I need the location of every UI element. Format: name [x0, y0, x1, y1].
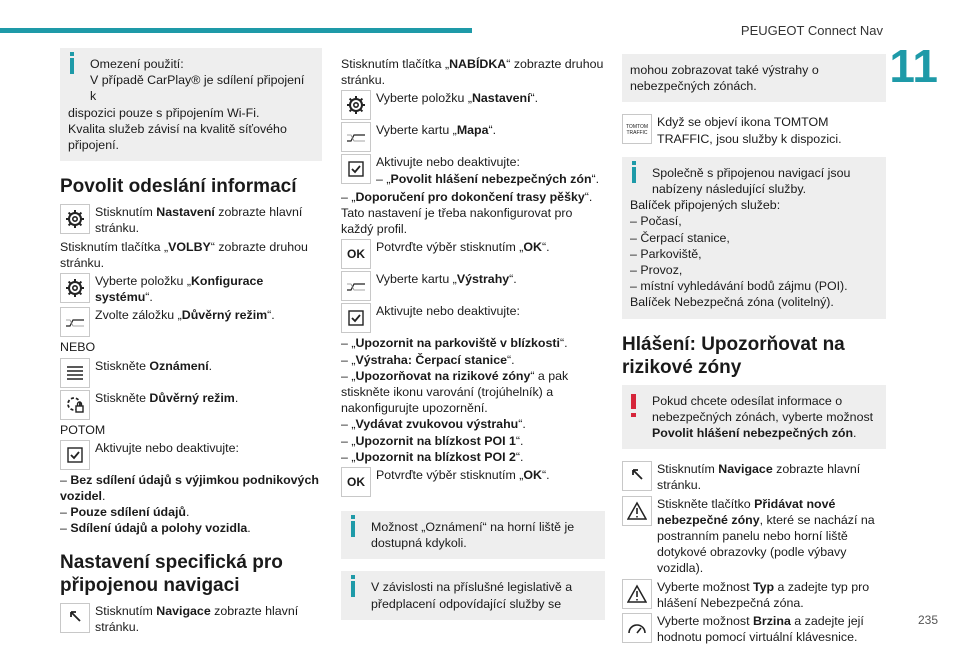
gear-icon — [341, 90, 371, 120]
step-text: Když se objeví ikona TOMTOM TRAFFIC, jsou služby k dispozici. — [657, 115, 842, 146]
step — [341, 154, 605, 186]
step-bold: Přidávat nové nebezpečné zóny — [657, 496, 836, 527]
note-line: – Parkoviště, — [630, 246, 702, 261]
note-line: Balíček připojených služeb: — [630, 198, 781, 213]
step-bold: Navigace — [718, 462, 773, 477]
body-text: “ zobrazte druhou stránku. — [60, 239, 308, 270]
note-text: Pokud chcete odesílat informace o nebezpečných zónách, vyberte možnost — [652, 393, 874, 424]
step — [622, 613, 886, 645]
list-bold: Upozorňovat na rizikové zóny — [355, 368, 531, 383]
step — [60, 204, 322, 236]
step-text: zobrazte hlavní stránku. — [95, 205, 303, 236]
list-text: . — [102, 489, 106, 504]
list-dash: – „ — [376, 171, 391, 186]
connector-text: NEBO — [60, 340, 96, 355]
step-text: Aktivujte nebo deaktivujte: — [95, 440, 239, 455]
step-text: a zadejte typ pro hlášení Nebezpečná zóna. — [657, 579, 870, 610]
note-text: Možnost „Oznámení“ na horní liště je dostupná kdykoli. — [371, 520, 575, 551]
note-line: – místní vyhledávání bodů zájmu (POI). — [630, 279, 848, 294]
step-bold: Navigace — [156, 603, 211, 618]
list-text: “ a pak stiskněte ikonu varování (trojúhelník) a nakonfigurujte upozornění. — [341, 368, 569, 416]
section-heading: Povolit odeslání informací — [60, 176, 297, 198]
step-text: Stisknutím — [657, 462, 719, 477]
step — [60, 390, 322, 420]
list-text: . — [247, 521, 251, 536]
step-bold: Důvěrný režim — [149, 390, 235, 405]
tomtom-label: TOMTOM TRAFFIC — [625, 124, 649, 137]
step-text: zobrazte hlavní stránku. — [95, 603, 299, 634]
warning-triangle-icon — [622, 496, 652, 526]
step-text: Stiskněte — [95, 390, 150, 405]
step-text: Vyberte kartu „ — [376, 272, 457, 287]
step — [341, 271, 605, 301]
info-note — [60, 48, 322, 161]
info-note — [341, 511, 605, 559]
step-bold: Typ — [752, 579, 775, 594]
list-text: . — [186, 505, 190, 520]
list-dash: – „ — [341, 417, 356, 432]
list-text: “. — [515, 449, 524, 464]
warning-icon — [631, 394, 636, 409]
step-text: “. — [591, 171, 600, 186]
list-dash: – „ — [341, 433, 356, 448]
column-2 — [341, 56, 605, 632]
step-text: “. — [488, 123, 497, 138]
list-bold: Upozornit na blízkost POI 2 — [355, 449, 516, 464]
checkbox-icon — [341, 303, 371, 333]
step-text: Aktivujte nebo deaktivujte: — [376, 304, 520, 319]
ok-icon — [341, 239, 371, 269]
list-dash: – „ — [341, 449, 356, 464]
step — [622, 496, 886, 577]
list-dash: – — [60, 472, 71, 487]
note-line: dispozici pouze s připojením Wi-Fi. — [68, 105, 260, 120]
step-text: “. — [530, 91, 539, 106]
connector-text: POTOM — [60, 422, 106, 437]
step-text: Stiskněte tlačítko — [657, 496, 755, 511]
step-bold: OK — [523, 468, 542, 483]
navigation-icon — [622, 461, 652, 491]
step — [622, 114, 886, 146]
body-bold: NABÍDKA — [449, 57, 507, 71]
step — [341, 303, 605, 333]
step-text: Potvrďte výběr stisknutím „ — [376, 468, 524, 483]
body-text: Stisknutím tlačítka „ — [341, 57, 450, 71]
list-dash: – „ — [341, 336, 356, 351]
note-line: Společně s připojenou navigací jsou nabízeny následující služby. — [652, 165, 851, 197]
warning-note — [622, 385, 886, 450]
step — [341, 122, 605, 152]
notification-list-icon — [60, 358, 90, 388]
info-icon — [70, 58, 74, 74]
tab-icon — [60, 307, 90, 337]
step-text: Stiskněte — [95, 358, 150, 373]
step-bold: Brzina — [752, 614, 791, 629]
checkbox-icon — [60, 440, 90, 470]
body-text: “ zobrazte druhou stránku. — [341, 57, 604, 88]
step-text: Zvolte záložku „ — [95, 308, 182, 323]
step-text: Potvrďte výběr stisknutím „ — [376, 240, 524, 255]
list-dash: – „ — [341, 352, 356, 367]
warning-triangle-icon — [622, 579, 652, 609]
list-text: “. — [518, 417, 526, 432]
section-heading: Nastavení specifická pro připojenou navigaci — [60, 551, 283, 596]
body-bold: VOLBY — [168, 239, 211, 254]
note-line: Omezení použití: — [90, 57, 184, 71]
list-bold: Výstraha: Čerpací stanice — [355, 352, 507, 367]
column-1 — [60, 48, 322, 637]
step — [341, 239, 605, 269]
info-note — [622, 157, 886, 319]
list-bold: Upozornit na blízkost POI 1 — [355, 433, 516, 448]
note-line: – Čerpací stanice, — [630, 230, 730, 245]
list-bold: Bez sdílení údajů s výjimkou podnikových vozidel — [60, 472, 319, 504]
info-note-continued — [622, 54, 886, 102]
chapter-number: 11 — [889, 40, 938, 92]
step-bold: Výstrahy — [456, 272, 510, 287]
step-text: . — [208, 358, 213, 373]
navigation-icon — [60, 603, 90, 633]
step-text: , které se nachází na postranním panelu nebo horní liště dotykové obrazovky (podle výbavy vozidla). — [657, 512, 875, 576]
note-line: připojení. — [68, 138, 119, 153]
list-bold: Vydávat zvukovou výstrahu — [355, 417, 519, 432]
step — [60, 307, 322, 337]
gear-icon — [60, 204, 90, 234]
step-text: Vyberte kartu „ — [376, 123, 457, 138]
step — [622, 461, 886, 493]
checkbox-icon — [341, 154, 371, 184]
list-dash: – — [60, 521, 71, 536]
info-icon — [632, 167, 636, 183]
step-text: a zadejte její hodnotu pomocí virtuální klávesnice. — [657, 614, 864, 645]
note-line: Balíček Nebezpečná zóna (volitelný). — [630, 295, 834, 310]
speedometer-icon — [622, 613, 652, 643]
note-line: – Provoz, — [630, 263, 683, 278]
list-bold: Pouze sdílení údajů — [70, 505, 187, 520]
gear-icon — [60, 273, 90, 303]
step — [60, 603, 322, 635]
list-text: “. — [584, 189, 593, 204]
list-bold: Sdílení údajů a polohy vozidla — [70, 521, 248, 536]
step-text: . — [234, 390, 239, 405]
column-3 — [622, 54, 886, 647]
body-text: Stisknutím tlačítka „ — [60, 239, 169, 254]
ok-icon-label: OK — [347, 475, 365, 490]
tomtom-traffic-icon — [622, 114, 652, 144]
step-text: “. — [267, 308, 275, 323]
list-text: “. — [515, 433, 524, 448]
step — [60, 358, 322, 388]
ok-icon-label: OK — [347, 247, 365, 262]
info-note — [341, 571, 605, 619]
note-text: mohou zobrazovat také výstrahy o nebezpečných zónách. — [630, 63, 819, 94]
note-text: V závislosti na příslušné legislativě a předplacení odpovídající služby se — [371, 580, 573, 611]
step — [60, 273, 322, 305]
step-text: Vyberte možnost — [657, 614, 753, 629]
list-dash: – — [60, 505, 71, 520]
note-line: – Počasí, — [630, 214, 682, 229]
step — [60, 440, 322, 470]
step-text: Vyberte položku „ — [376, 91, 472, 106]
step-bold: Nastavení — [156, 205, 215, 220]
note-bold: Povolit hlášení nebezpečných zón — [652, 426, 854, 441]
info-icon — [351, 521, 355, 537]
step-text: Stisknutím — [95, 603, 157, 618]
step-text: zobrazte hlavní stránku. — [657, 462, 861, 493]
body-text: Tato nastavení je třeba nakonfigurovat pro každý profil. — [341, 206, 573, 237]
step-text: Stisknutím — [95, 205, 157, 220]
privacy-mode-icon — [60, 390, 90, 420]
step-bold: OK — [523, 240, 542, 255]
step-text: Aktivujte nebo deaktivujte: — [376, 155, 520, 170]
page-number: 235 — [917, 613, 938, 627]
list-dash: – „ — [341, 189, 356, 204]
list-text: “. — [506, 352, 515, 367]
step-text: Vyberte možnost — [657, 579, 753, 594]
tab-icon — [341, 271, 371, 301]
step-text: “. — [145, 290, 153, 305]
list-text: “. — [559, 336, 568, 351]
step-bold: Povolit hlášení nebezpečných zón — [390, 171, 592, 186]
note-text: . — [853, 426, 857, 441]
note-line: V případě CarPlay® je sdílení připojení k — [90, 73, 305, 104]
step-text: “. — [509, 272, 517, 287]
section-heading: Hlášení: Upozorňovat na rizikové zóny — [622, 333, 845, 378]
list-bold: Doporučení pro dokončení trasy pěšky — [355, 189, 585, 204]
step-bold: Oznámení — [149, 358, 209, 373]
running-header: PEUGEOT Connect Nav — [740, 23, 883, 38]
top-accent-bar — [0, 28, 472, 33]
step — [341, 90, 605, 120]
list-dash: – „ — [341, 368, 356, 383]
step-bold: Důvěrný režim — [181, 308, 268, 323]
step-text: Vyberte položku „ — [95, 274, 191, 289]
info-icon — [351, 581, 355, 597]
step-bold: Nastavení — [471, 91, 531, 106]
step-text: “. — [542, 468, 550, 483]
ok-icon — [341, 467, 371, 497]
step-bold: Mapa — [456, 123, 489, 138]
step — [622, 579, 886, 611]
tab-icon — [341, 122, 371, 152]
step-text: “. — [542, 240, 550, 255]
step-bold: Konfigurace systému — [95, 274, 264, 305]
step — [341, 467, 605, 497]
note-line: Kvalita služeb závisí na kvalitě síťového — [68, 121, 287, 136]
list-bold: Upozornit na parkoviště v blízkosti — [355, 336, 560, 351]
